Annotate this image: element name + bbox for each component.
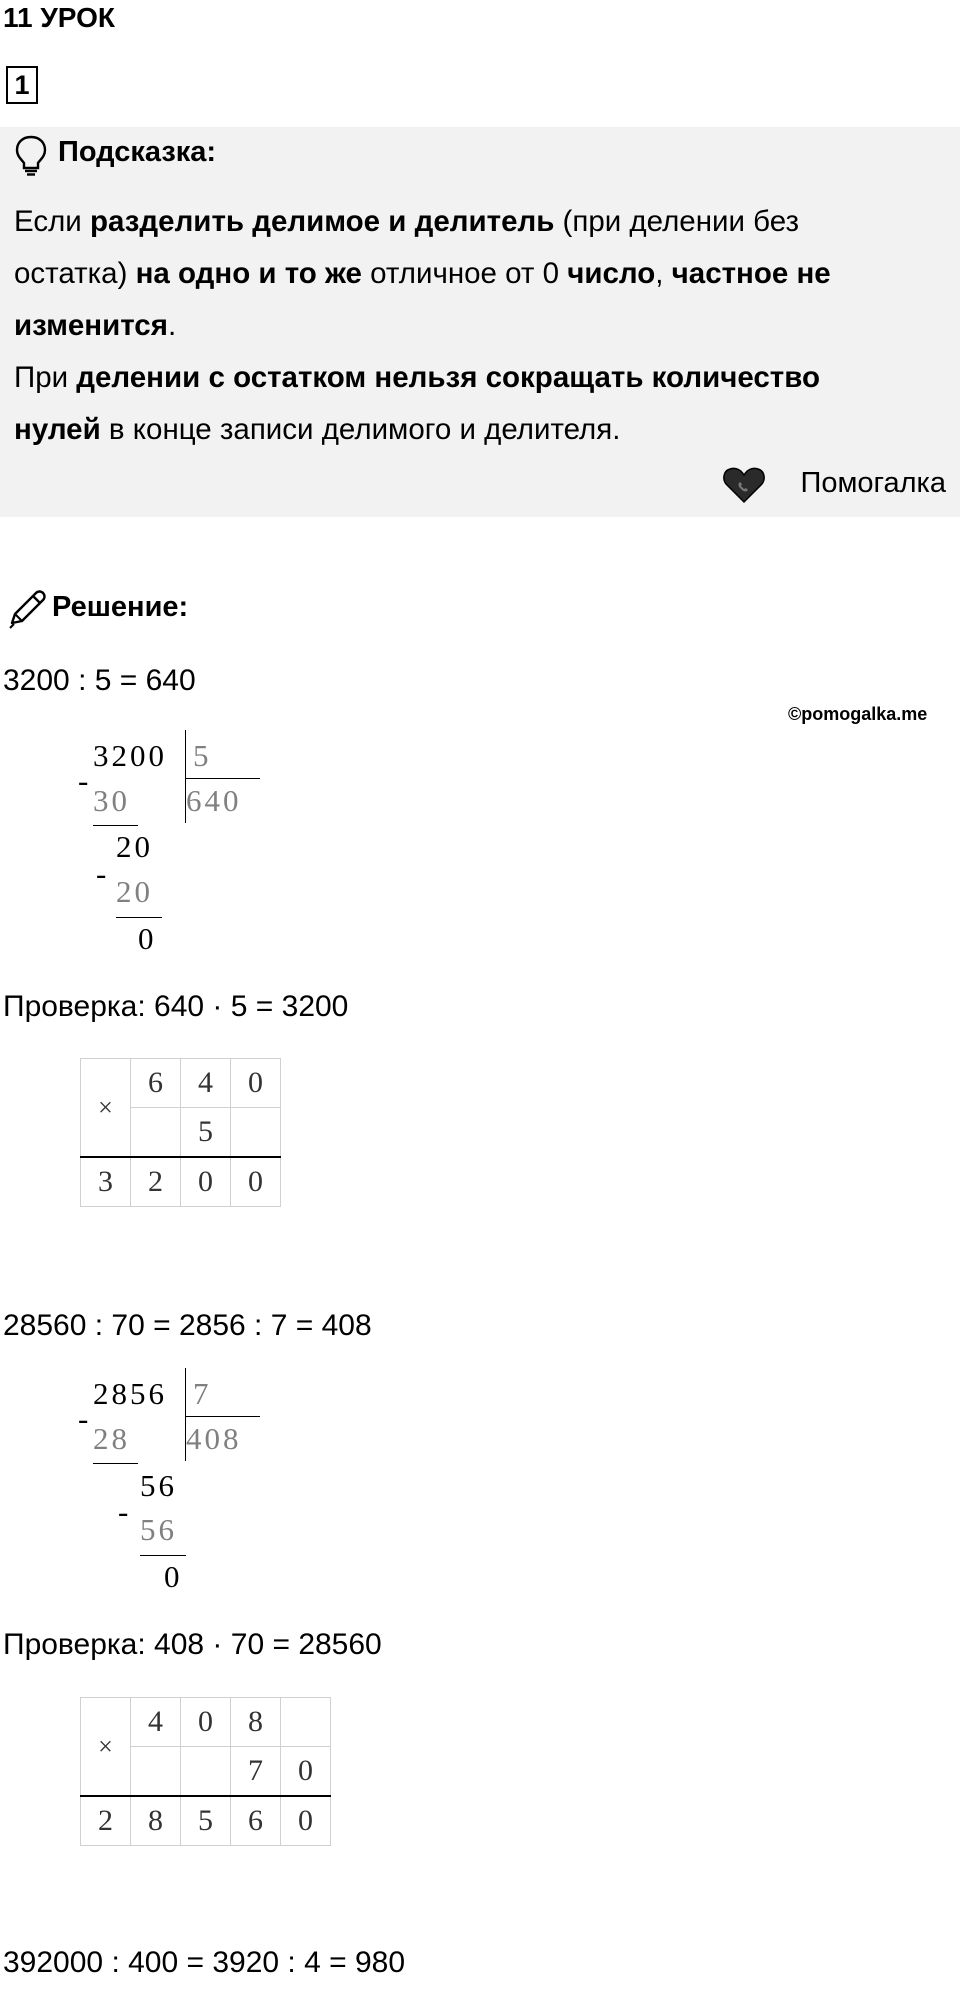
digit-cell: 5 [181,1108,231,1158]
result-digit: 0 [231,1157,281,1207]
hint-bold-text: разделить делимое и делитель [89,205,555,238]
check-2: Проверка: 408 · 70 = 28560 [3,1628,382,1661]
hint-bold-text: делении с остатком нельзя сокращать количество [76,361,820,394]
multiplication-table-2 [80,1697,331,1846]
result-digit: 0 [181,1157,231,1207]
digit-cell: 0 [281,1747,331,1797]
lightbulb-icon [14,134,48,176]
hint-bold-text: частное не [671,257,831,290]
digit-cell [131,1747,181,1797]
brand-label: Помогалка [800,467,946,499]
divisor: 7 [193,1376,212,1411]
remainder: 0 [138,921,157,956]
subtrahend: 28 [93,1421,130,1456]
digit-cell [231,1108,281,1158]
underline [140,1555,186,1556]
divisor: 5 [193,738,212,773]
hint-text-segment: остатка) [14,257,136,290]
remainder-step: 20 [116,829,153,864]
equation-2: 28560 : 70 = 2856 : 7 = 408 [3,1309,372,1342]
hint-line [14,361,820,395]
digit-cell: 4 [181,1059,231,1108]
divisor-line [185,778,260,779]
task-number: 1 [6,66,38,104]
minus-sign: - [78,1401,92,1436]
digit-cell [131,1108,181,1158]
pencil-icon [6,588,46,630]
digit-cell [181,1747,231,1797]
result-digit: 8 [131,1796,181,1846]
divisor-line [185,1416,260,1417]
hint-line [14,413,620,447]
result-digit: 0 [281,1796,331,1846]
subtrahend: 20 [116,874,153,909]
hint-title: Подсказка: [58,136,217,168]
hint-text-segment: в конце записи делимого и делителя. [100,413,621,446]
check-1: Проверка: 640 · 5 = 3200 [3,990,349,1023]
hint-text-segment: При [14,361,77,394]
subtrahend: 56 [140,1512,177,1547]
underline [93,1463,138,1464]
hint-bold-text: число [567,257,656,290]
solution-title: Решение: [52,591,189,623]
minus-sign: - [96,856,110,891]
remainder-step: 56 [140,1468,177,1503]
hint-text-segment: . [167,309,177,342]
hint-line [14,205,799,239]
hint-bold-text: изменится [14,309,168,342]
digit-cell: 4 [131,1698,181,1747]
underline [116,917,162,918]
hint-text-segment: (при делении без [554,205,799,238]
digit-cell: 8 [231,1698,281,1747]
digit-cell: 7 [231,1747,281,1797]
times-sign: × [81,1698,131,1797]
equation-1: 3200 : 5 = 640 [3,664,196,697]
digit-cell: 0 [231,1059,281,1108]
minus-sign: - [118,1494,132,1529]
multiplication-table-1 [80,1058,281,1207]
copyright: ©pomogalka.me [788,704,928,724]
dividend: 3200 [93,738,167,773]
subtrahend: 30 [93,783,130,818]
result-digit: 2 [81,1796,131,1846]
result-digit: 3 [81,1157,131,1207]
dividend: 2856 [93,1376,167,1411]
digit-cell: 6 [131,1059,181,1108]
remainder: 0 [164,1559,183,1594]
equation-3: 392000 : 400 = 3920 : 4 = 980 [3,1946,406,1979]
quotient: 408 [186,1421,242,1456]
minus-sign: - [78,763,92,798]
hint-bold-text: на одно и то же [135,257,362,290]
hint-line [14,309,176,343]
digit-cell: 0 [181,1698,231,1747]
underline [93,825,138,826]
heart-icon [722,466,766,504]
hint-text-segment: отличное от 0 [361,257,568,290]
quotient: 640 [186,783,242,818]
result-digit: 6 [231,1796,281,1846]
times-sign: × [81,1059,131,1158]
hint-line [14,257,831,291]
digit-cell [281,1698,331,1747]
hint-text-segment: Если [14,205,90,238]
hint-bold-text: нулей [14,413,101,446]
lesson-title: 11 УРОК [3,2,115,33]
result-digit: 2 [131,1157,181,1207]
result-digit: 5 [181,1796,231,1846]
hint-text-segment: , [655,257,672,290]
